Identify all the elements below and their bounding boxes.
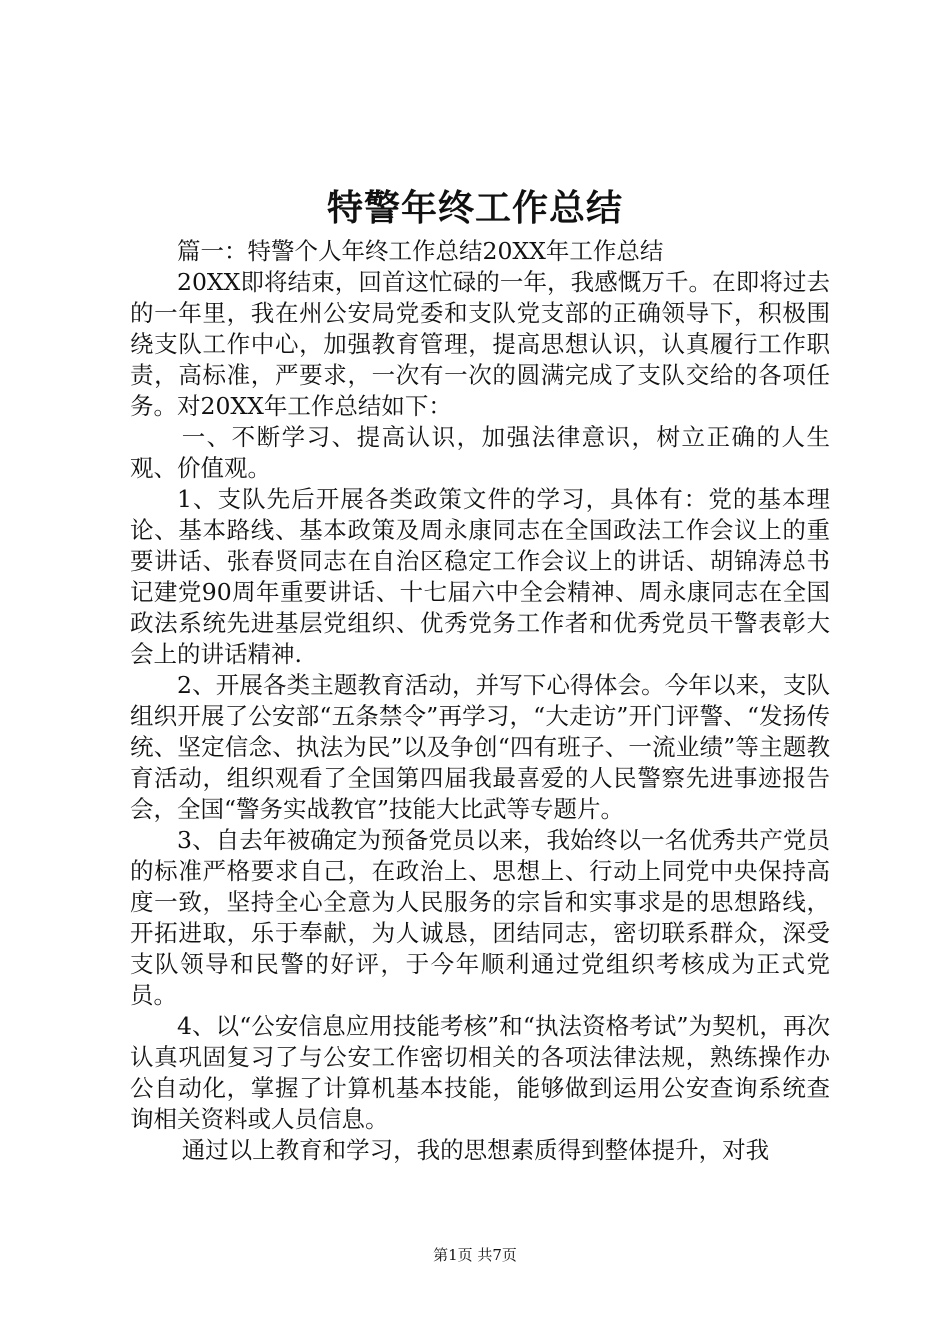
paragraph: 1、支队先后开展各类政策文件的学习，具体有：党的基本理论、基本路线、基本政策及周永康同志在全国政法工作会议上的重要讲话、张春贤同志在自治区稳定工作会议上的讲话、胡锦涛总书记建党90周年重要讲话、十七届六中全会精神、周永康同志在全国政法系统先进基层党组织、优秀党务工作者和优秀党员干警表彰大会上的讲话精神. [130,485,830,668]
paragraph: 20XX即将结束，回首这忙碌的一年，我感慨万千。在即将过去的一年里，我在州公安局党委和支队党支部的正确领导下，积极围绕支队工作中心，加强教育管理，提高思想认识，认真履行工作职责，高标准，严要求，一次有一次的圆满完成了支队交给的各项任务。对20XX年工作总结如下： [130,268,830,420]
section-heading: 篇一：特警个人年终工作总结20XX年工作总结 [177,237,664,265]
paragraph: 4、以“公安信息应用技能考核”和“执法资格考试”为契机，再次认真巩固复习了与公安工作密切相关的各项法律法规，熟练操作办公自动化，掌握了计算机基本技能，能够做到运用公安查询系统查询相关资料或人员信息。 [130,1012,830,1133]
document-title: 特警年终工作总结 [326,187,623,229]
paragraph: 通过以上教育和学习，我的思想素质得到整体提升，对我 [181,1136,770,1164]
document-body [130,236,830,1166]
paragraph: 3、自去年被确定为预备党员以来，我始终以一名优秀共产党员的标准严格要求自己，在政治上、思想上、行动上同党中央保持高度一致，坚持全心全意为人民服务的宗旨和实事求是的思想路线，开拓进取，乐于奉献，为人诚恳，团结同志，密切联系群众，深受支队领导和民警的好评，于今年顺利通过党组织考核成为正式党员。 [130,826,830,1009]
paragraph: 2、开展各类主题教育活动，并写下心得体会。今年以来，支队组织开展了公安部“五条禁令”再学习，“大走访”开门评警、“发扬传统、坚定信念、执法为民”以及争创“四有班子、一流业绩”等主题教育活动，组织观看了全国第四届我最喜爱的人民警察先进事迹报告会，全国“警务实战教官”技能大比武等专题片。 [130,671,830,823]
section-subheading: 一、不断学习、提高认识，加强法律意识，树立正确的人生观、价值观。 [130,423,830,482]
page-number-footer: 第1页 共7页 [433,1246,517,1264]
